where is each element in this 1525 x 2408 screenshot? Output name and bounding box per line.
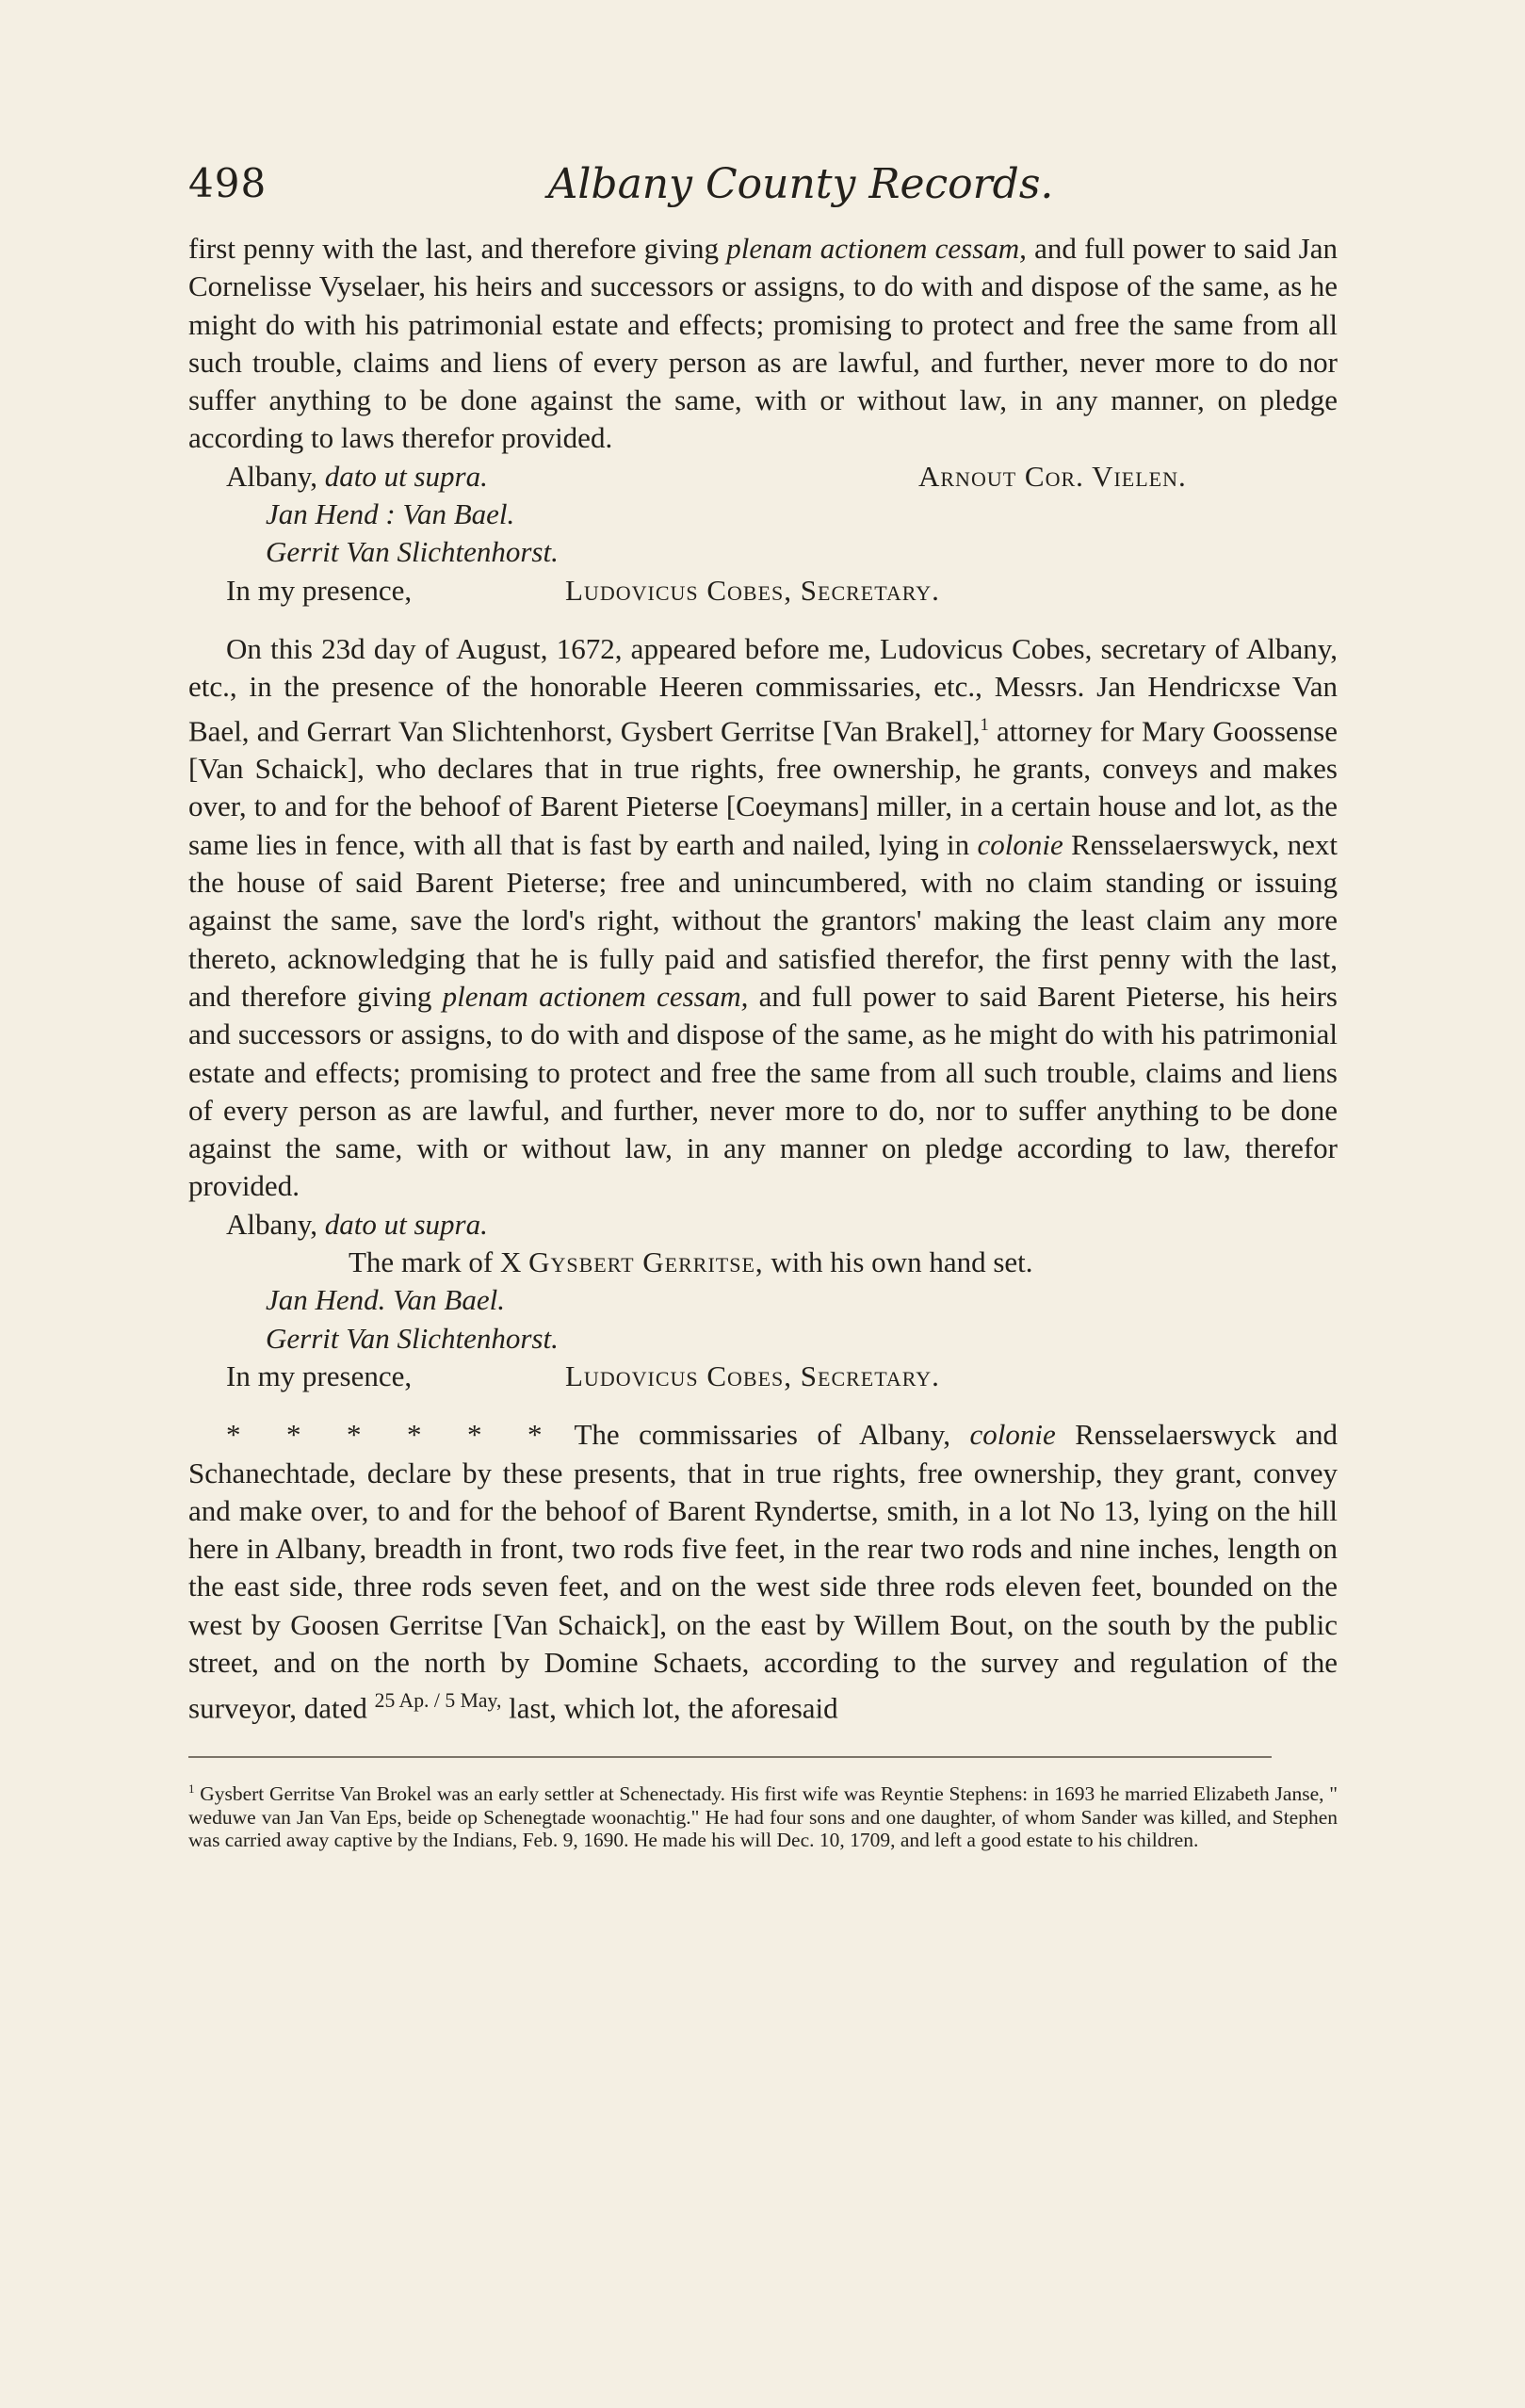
text-span: first penny with the last, and therefore giving: [188, 232, 727, 265]
latin-phrase: plenam actionem cessam,: [726, 232, 1027, 265]
footnote: [188, 1778, 1338, 1850]
witness-line: Jan Hend : Van Bael.: [266, 497, 515, 531]
place-date: Albany, dato ut supra.: [226, 459, 488, 493]
witness-line: Gerrit Van Slichtenhorst.: [266, 1321, 559, 1355]
signer-name: Arnout Cor. Vielen.: [918, 459, 1187, 493]
witness-line: Gerrit Van Slichtenhorst.: [266, 535, 559, 569]
date-fraction: 25 Ap. / 5 May,: [374, 1689, 502, 1713]
secretary-name: Ludovicus Cobes, Secretary.: [565, 573, 940, 607]
page-body: [188, 230, 1338, 1851]
signature-line: [188, 1206, 1338, 1244]
place-date: Albany, dato ut supra.: [226, 1207, 488, 1241]
footnote-reference: 1: [980, 714, 989, 735]
text-span: and full power to said Jan Cornelisse Vyselaer, his heirs and successors or assigns, to do with and dispose of the same, as he might do with his patrimonial estate and effects; promising to protect and free the same from all such trouble, claims and liens of every person as are lawful, and further, never more to do nor suffer anything to be done against the same, with or without law, in any manner, on pledge according to laws therefor provided.: [188, 232, 1338, 455]
witness-line: Jan Hend. Van Bael.: [266, 1283, 505, 1317]
paragraph-deed-continuation: [188, 230, 1338, 458]
footnote-text: Gysbert Gerritse Van Brokel was an early settler at Schenectady. His first wife was Reyntie Stephens: in 1693 he married Elizabeth Janse, " weduwe van Jan Van Eps, beide op Schenegtade woonachtig." He had four sons and one daughter, of whom Sander was killed, and Stephen was carried away captive by the Indians, Feb. 9, 1690. He made his will Dec. 10, 1709, and left a good estate to his children.: [188, 1782, 1338, 1851]
page-header: [188, 151, 1338, 217]
secretary-name: Ludovicus Cobes, Secretary.: [565, 1359, 940, 1392]
footnote-divider: [188, 1756, 1272, 1758]
page-number: 498: [188, 160, 268, 206]
paragraph-deed-august: On this 23d day of August, 1672, appeared before me, Ludovicus Cobes, secretary of Albany, etc., in the presence of the honorable Heeren commissaries, etc., Messrs. Jan Hendricxse Van Bael, and Gerrart Van Slichtenhorst, Gysbert Gerritse [Van Brakel],$^1$ attorney for Mary Goossense [Van Schaick], who declares that in true rights, free ownership, he grants, conveys and makes over, to and for the behoof of Barent Pieterse [Coeymans] miller, in a certain house and lot, as the same lies in fence, with all that is fast by earth and nailed, lying in colonie Rensselaerswyck, next the house of said Barent Pieterse; free and unincumbered, with no claim standing or issuing against the same, save the lord's right, without the grantors' making the least claim any more thereto, acknowledging that he is fully paid and satisfied therefor, the first penny with the last, and therefore giving plenam actionem cessam, and full power to said Barent Pieterse, his heirs and successors or assigns, to do with and dispose of the same, as he might do with his patrimonial estate and effects; promising to protect and free the same from all such trouble, claims and liens of every person as are lawful, and further, never more to do, nor to suffer anything to be done against the same, with or without law, in any manner on pledge according to law, therefor provided.: [188, 631, 1338, 1203]
signer-name: Gysbert Gerritse,: [528, 1245, 764, 1279]
presence-line: [188, 572, 1338, 610]
document-page: [188, 151, 1338, 1871]
mark-symbol: X: [499, 1245, 522, 1279]
presence-label: In my presence,: [226, 573, 413, 607]
presence-label: In my presence,: [226, 1359, 413, 1392]
paragraph-lot-grant: * * * * * * The commissaries of Albany, colonie Rensselaerswyck and Schanechtade, declare by these presents, that in true rights, free ownership, they grant, convey and make over, to and for the behoof of Barent Ryndertse, smith, in a lot No 13, lying on the hill here in Albany, breadth in front, two rods five feet, in the rear two rods and nine inches, length on the east side, three rods seven feet, and on the west side three rods eleven feet, bounded on the west by Goosen Gerritse [Van Schaick], on the east by Willem Bout, on the south by the public street, and on the north by Domine Schaets, according to the survey and regulation of the surveyor, dated $^{25 Ap. / 5 May,}$ last, which lot, the aforesaid: [188, 1418, 1338, 1725]
mark-line: The mark of X Gysbert Gerritse, with his own hand set.: [349, 1245, 1033, 1279]
presence-line: [188, 1358, 1338, 1395]
footnote-marker: 1: [188, 1782, 195, 1797]
signature-line: [188, 458, 1338, 496]
running-title: Albany County Records.: [547, 160, 1054, 208]
section-break-stars: * * * * * *: [226, 1418, 556, 1452]
